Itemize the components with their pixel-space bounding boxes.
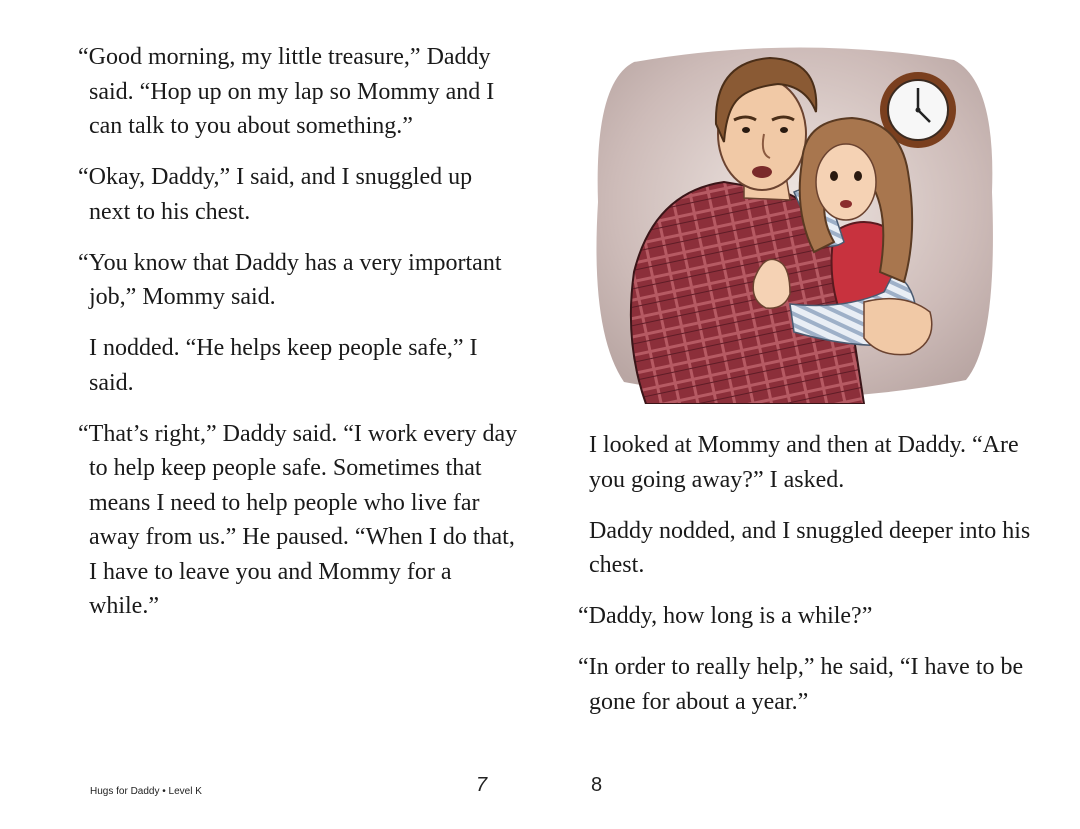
paragraph: “In order to really help,” he said, “I have to be gone for about a year.” — [578, 654, 1024, 715]
paragraph: “Good morning, my little treasure,” Daddy said. “Hop up on my lap so Mommy and I can talk to you about something.” — [78, 44, 495, 139]
paragraph: “Okay, Daddy,” I said, and I snuggled up next to his chest. — [78, 164, 473, 225]
page-right — [540, 0, 1080, 829]
right-page-text — [578, 428, 1048, 736]
left-page-text — [78, 40, 518, 640]
girl-face — [816, 144, 876, 220]
page-number-right: 8 — [591, 774, 603, 796]
dad-hand — [864, 299, 932, 355]
paragraph: I nodded. “He helps keep people safe,” I said. — [89, 335, 478, 396]
paragraph: “That’s right,” Daddy said. “I work every day to help keep people safe. Sometimes that means I need to help people who live far away from us.” He paused. “When I do that, I have to leave you and Mommy for a while.” — [78, 420, 518, 619]
paragraph: “Daddy, how long is a while?” — [578, 603, 873, 629]
page-number-left: 7 — [476, 774, 488, 796]
father-hugging-daughter-illustration — [594, 42, 994, 404]
paragraph: I looked at Mommy and then at Daddy. “Are you going away?” I asked. — [589, 432, 1019, 493]
paragraph: Daddy nodded, and I snuggled deeper into his chest. — [589, 517, 1031, 578]
book-footer-title: Hugs for Daddy • Level K — [90, 786, 202, 797]
paragraph: “You know that Daddy has a very important job,” Mommy said. — [78, 249, 502, 310]
